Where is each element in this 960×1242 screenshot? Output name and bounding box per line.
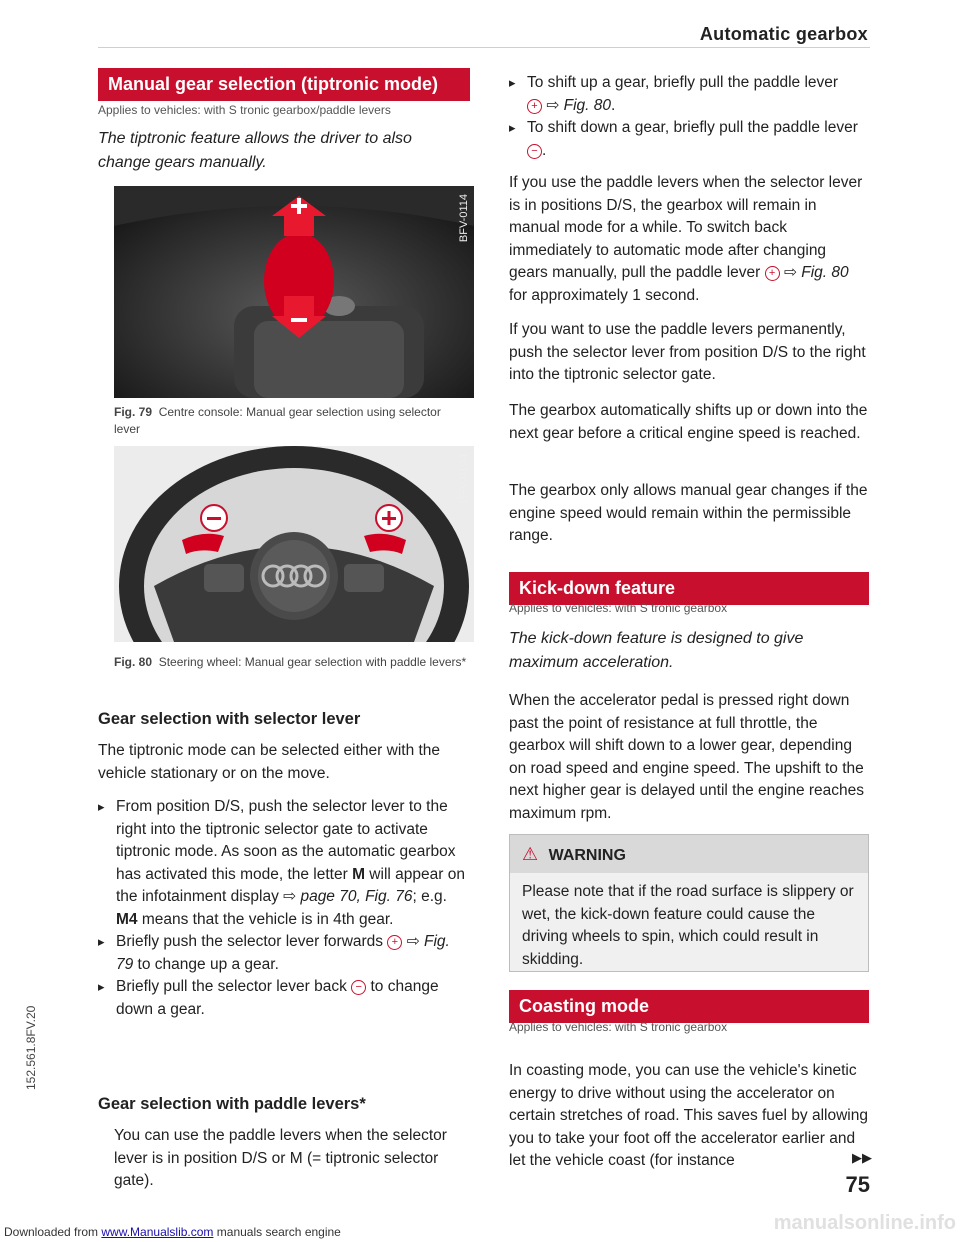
download-footer <box>4 1225 341 1239</box>
plus-icon: + <box>527 99 542 114</box>
manual-mode-text: If you use the paddle levers when the selector lever is in positions D/S, the gearbox will remain in manual mode for a while. To switch back immediately to automatic mode after changing gears manually, pull the paddle lever <box>509 174 863 281</box>
paddle-steps <box>509 72 869 162</box>
permanent-paddle-paragraph: If you want to use the paddle levers permanently, push the selector lever from position D/S to the right into the tiptronic selector gate. <box>509 321 866 383</box>
selector-lever-intro: The tiptronic mode can be selected either with the vehicle stationary or on the move. <box>98 742 441 782</box>
manual-mode-paragraph: If you use the paddle levers when the selector lever is in positions D/S, the gearbox will remain in manual mode for a while. To switch back immediately to automatic mode after changing gears manually, pull the paddle lever + ⇨ Fig. 80 for approximately 1 second. <box>509 174 863 304</box>
document-code: 152.561.8FV.20 <box>24 1005 38 1090</box>
list-item: ▸ To shift up a gear, briefly pull the paddle lever + ⇨ Fig. 80. <box>509 72 869 117</box>
continue-icon: ▶▶ <box>852 1150 872 1165</box>
page-number: 75 <box>845 1172 870 1197</box>
figure-80-code: BFV-0104 <box>458 454 470 503</box>
list-item: ▸ Briefly push the selector lever forwards + ⇨ Fig. 79 to change up a gear. <box>98 931 470 976</box>
figure-79-label: Fig. 79 <box>114 405 153 419</box>
figure-80-caption <box>114 654 470 671</box>
plus-icon: + <box>765 266 780 281</box>
list-item: ▸ To shift down a gear, briefly pull the paddle lever − . <box>509 117 869 162</box>
shift-up-text: To shift up a gear, briefly pull the paddle lever <box>527 74 839 91</box>
figure-79-caption <box>114 404 470 438</box>
warning-triangle-icon: ⚠ <box>522 844 539 864</box>
permissible-range-paragraph: The gearbox only allows manual gear changes if the engine speed would remain within the permissible range. <box>509 482 868 544</box>
figure-80-image <box>114 446 474 642</box>
auto-shift-paragraph: The gearbox automatically shifts up or down into the next gear before a critical engine speed is reached. <box>509 402 868 442</box>
running-header: Automatic gearbox <box>699 24 868 44</box>
footer-prefix: Downloaded from <box>4 1225 102 1239</box>
warning-header <box>510 835 868 873</box>
list-item: ▸ Briefly pull the selector lever back − to change down a gear. <box>98 976 470 1021</box>
plus-icon: + <box>387 935 402 950</box>
section-heading-kickdown: Kick-down feature <box>509 572 869 605</box>
coasting-applies: Applies to vehicles: with S tronic gearbox <box>509 1020 728 1034</box>
selector-lever-steps <box>98 796 470 1021</box>
footer-suffix: manuals search engine <box>213 1225 341 1239</box>
subheading-selector-lever: Gear selection with selector lever <box>98 710 361 728</box>
shift-down-text: To shift down a gear, briefly pull the paddle lever <box>527 119 858 136</box>
warning-box <box>509 834 869 972</box>
minus-icon: − <box>351 980 366 995</box>
intro-text: The tiptronic feature allows the driver to also change gears manually. <box>98 130 412 171</box>
list-item: ▸ From position D/S, push the selector lever to the right into the tiptronic selector gate to activate tiptronic mode. As soon as the automatic gearbox has activated this mode, the letter M will appear on the infotainment display ⇨ page 70, Fig. 76; e.g. M4 means that the vehicle is in 4th gear. <box>98 796 470 931</box>
manual-mode-text-end: for approximately 1 second. <box>509 286 700 304</box>
figure-79-caption-text: Centre console: Manual gear selection using selector lever <box>114 405 441 436</box>
manualslib-link[interactable]: www.Manualslib.com <box>101 1225 214 1239</box>
paddle-levers-text: You can use the paddle levers when the selector lever is in position D/S or M (= tiptronic selector gate). <box>114 1127 447 1189</box>
figure-80-caption-text: Steering wheel: Manual gear selection with paddle levers* <box>158 655 467 669</box>
watermark-brand: manualsonline.info <box>773 1212 956 1234</box>
kickdown-intro: The kick-down feature is designed to give maximum acceleration. <box>509 630 804 671</box>
section-heading-coasting: Coasting mode <box>509 990 869 1023</box>
minus-icon: − <box>527 144 542 159</box>
figure-80-label: Fig. 80 <box>114 655 153 669</box>
kickdown-applies: Applies to vehicles: with S tronic gearbox <box>509 601 728 615</box>
subheading-paddle-levers: Gear selection with paddle levers* <box>98 1095 366 1113</box>
kickdown-text: When the accelerator pedal is pressed right down past the point of resistance at full throttle, the gearbox will shift down to a lower gear, depending on road speed and engine speed. The upshift to the next higher gear is delayed until the engine reaches maximum rpm. <box>509 692 865 822</box>
figure-79-image <box>114 186 474 398</box>
applies-note: Applies to vehicles: with S tronic gearbox/paddle levers <box>98 103 391 117</box>
coasting-text: In coasting mode, you can use the vehicle's kinetic energy to drive without using the accelerator on certain stretches of road. This saves fuel by allowing you to take your foot off the accelerator earlier and let the vehicle coast (for instance <box>509 1062 868 1169</box>
header-rule <box>98 47 870 48</box>
warning-text: Please note that if the road surface is slippery or wet, the kick-down feature could cause the driving wheels to spin, which could result in skidding. <box>522 883 854 968</box>
warning-title: WARNING <box>548 847 626 864</box>
section-heading-tiptronic: Manual gear selection (tiptronic mode) <box>98 68 470 101</box>
figure-79-code: BFV-0114 <box>458 194 470 243</box>
